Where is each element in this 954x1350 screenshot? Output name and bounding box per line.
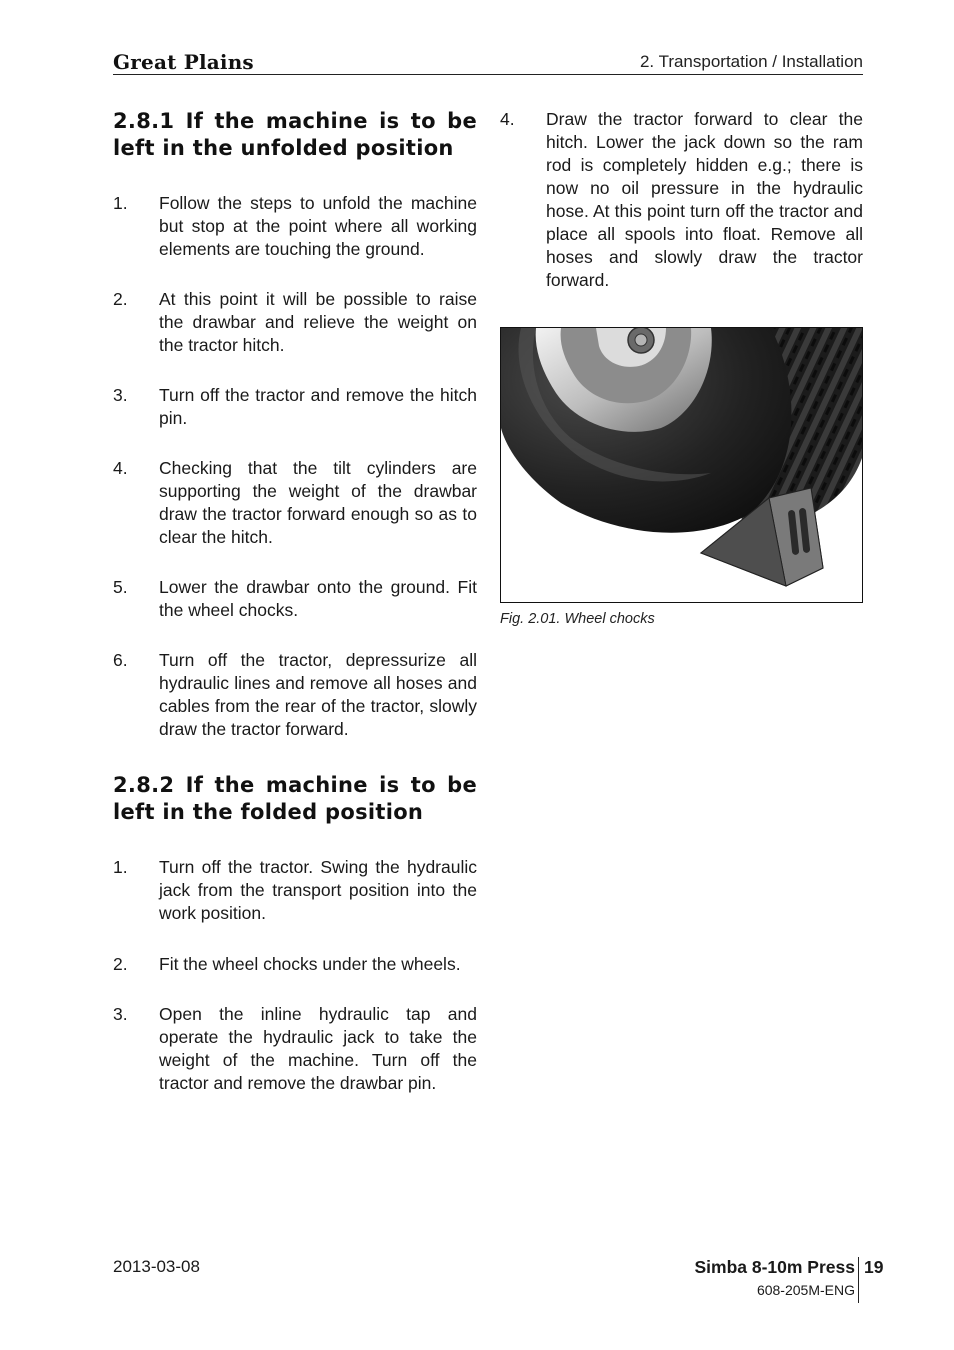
footer-document-info: [694, 1257, 855, 1298]
step-number: 2.: [113, 289, 128, 309]
step-text: Checking that the tilt cylinders are supporting the weight of the drawbar draw the tractor forward enough so as to clear the hitch.: [159, 458, 477, 547]
step-text: Draw the tractor forward to clear the hitch. Lower the jack down so the ram rod is completely hidden e.g.; there is now no oil pressure in the hydraulic hose. At this point turn off the tractor and place all spools into float. Remove all hoses and slowly draw the tractor forward.: [546, 109, 863, 290]
list-item: [113, 953, 477, 976]
step-number: 5.: [113, 577, 128, 597]
step-text: At this point it will be possible to raise the drawbar and relieve the weight on the tractor hitch.: [159, 289, 477, 355]
page-number: 19: [864, 1257, 884, 1277]
step-text: Lower the drawbar onto the ground. Fit the wheel chocks.: [159, 577, 477, 620]
step-text: Fit the wheel chocks under the wheels.: [159, 954, 461, 974]
figure-caption: Fig. 2.01. Wheel chocks: [500, 611, 655, 627]
steps-list-folded: [113, 856, 477, 1095]
list-item: [500, 108, 863, 292]
list-item: [113, 457, 477, 549]
wheel-chocks-figure: [500, 327, 863, 603]
footer-model-name: Simba 8-10m Press: [694, 1257, 855, 1277]
section-title-unfolded: 2.8.1 If the machine is to be left in the unfolded position: [113, 109, 477, 160]
list-item: [113, 649, 477, 741]
section-title-folded: 2.8.2 If the machine is to be left in the folded position: [113, 773, 477, 824]
step-number: 3.: [113, 385, 128, 405]
footer-divider: [858, 1257, 859, 1303]
list-item: [113, 576, 477, 622]
running-header-section: 2. Transportation / Installation: [639, 52, 863, 71]
step-text: Turn off the tractor. Swing the hydraulic jack from the transport position into the work position.: [159, 857, 477, 923]
brand-logo-text: Great Plains: [113, 50, 254, 74]
wheel-chock-illustration: [501, 328, 862, 602]
left-column: [113, 108, 477, 1095]
steps-list-folded-continued: [500, 108, 863, 292]
list-item: [113, 384, 477, 430]
step-number: 3.: [113, 1004, 128, 1024]
step-number: 1.: [113, 857, 128, 877]
footer-date: 2013-03-08: [113, 1257, 200, 1276]
step-text: Open the inline hydraulic tap and operate the hydraulic jack to take the weight of the machine. Turn off the tractor and remove the drawbar pin.: [159, 1004, 477, 1093]
footer-doc-code: 608-205M-ENG: [756, 1282, 855, 1298]
step-number: 1.: [113, 193, 128, 213]
step-text: Turn off the tractor and remove the hitch pin.: [159, 385, 477, 428]
step-number: 6.: [113, 650, 128, 670]
step-number: 4.: [113, 458, 128, 478]
list-item: [113, 192, 477, 261]
steps-list-unfolded: [113, 192, 477, 741]
step-text: Follow the steps to unfold the machine but stop at the point where all working elements are touching the ground.: [159, 193, 477, 259]
step-text: Turn off the tractor, depressurize all hydraulic lines and remove all hoses and cables from the rear of the tractor, slowly draw the tractor forward.: [159, 650, 477, 739]
right-column: [500, 108, 863, 292]
header-divider: [113, 74, 863, 75]
step-number: 2.: [113, 954, 128, 974]
list-item: [113, 1003, 477, 1095]
step-number: 4.: [500, 109, 515, 129]
list-item: [113, 856, 477, 925]
list-item: [113, 288, 477, 357]
